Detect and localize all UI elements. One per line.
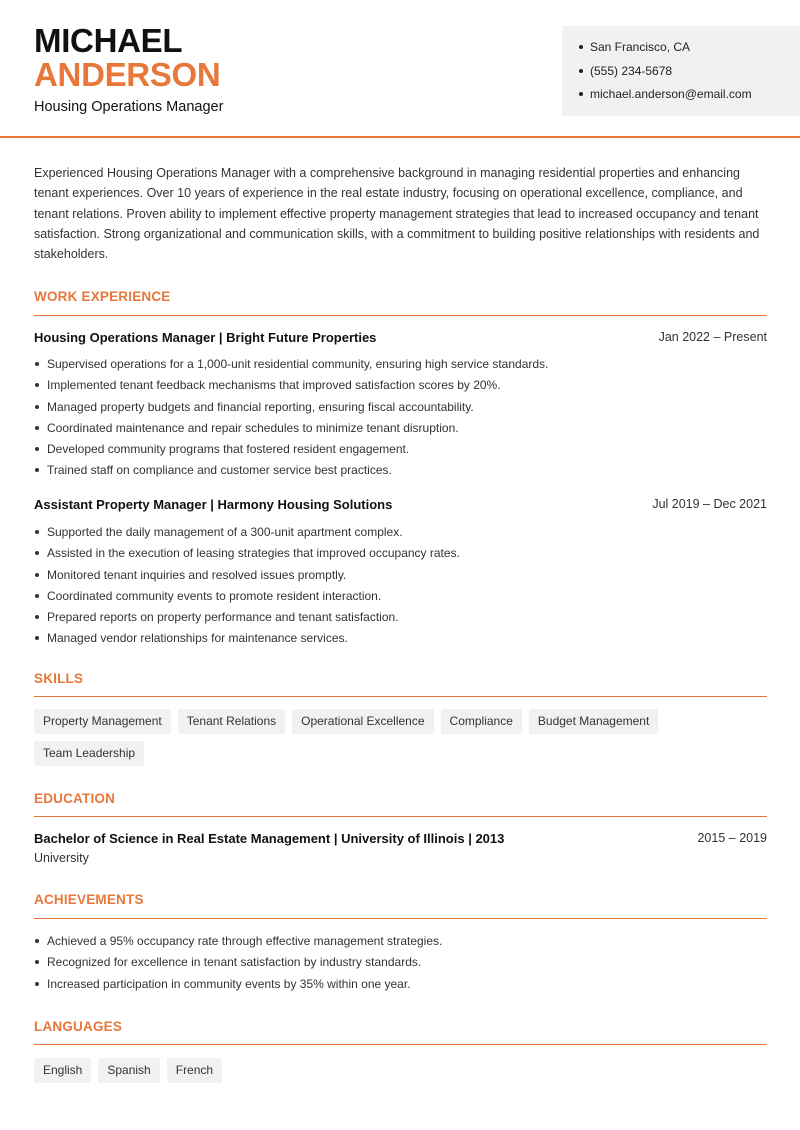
section-divider <box>34 816 767 817</box>
list-item: Increased participation in community events by 35% within one year. <box>34 976 767 997</box>
job-role: Housing Operations Manager | Bright Future Properties <box>34 330 377 345</box>
job-dates: Jan 2022 – Present <box>658 330 767 344</box>
section-divider <box>34 918 767 919</box>
section-divider <box>34 315 767 316</box>
skill-tag: Operational Excellence <box>292 709 433 734</box>
education-dates: 2015 – 2019 <box>697 831 767 845</box>
work-experience-heading: WORK EXPERIENCE <box>34 289 171 304</box>
first-name: MICHAEL <box>34 22 183 59</box>
list-item: Developed community programs that fostered resident engagement. <box>34 441 767 462</box>
list-item: Recognized for excellence in tenant satisfaction by industry standards. <box>34 954 767 975</box>
list-item: Achieved a 95% occupancy rate through effective management strategies. <box>34 933 767 954</box>
job-bullets <box>34 356 767 484</box>
job-bullets <box>34 524 767 652</box>
education-header <box>34 831 767 849</box>
contact-box <box>562 26 800 116</box>
list-item: Coordinated community events to promote resident interaction. <box>34 588 767 609</box>
job-dates: Jul 2019 – Dec 2021 <box>652 497 767 511</box>
list-item: Managed property budgets and financial reporting, ensuring fiscal accountability. <box>34 399 767 420</box>
contact-email: michael.anderson@email.com <box>562 85 800 109</box>
list-item: Managed vendor relationships for maintenance services. <box>34 630 767 651</box>
language-tag: English <box>34 1058 91 1083</box>
list-item: Supported the daily management of a 300-unit apartment complex. <box>34 524 767 545</box>
language-tag: French <box>167 1058 222 1083</box>
school-name: University <box>34 851 89 865</box>
section-divider <box>34 1044 767 1045</box>
skills-heading: SKILLS <box>34 671 84 686</box>
skills-list <box>34 709 767 766</box>
list-item: Assisted in the execution of leasing strategies that improved occupancy rates. <box>34 545 767 566</box>
skill-tag: Team Leadership <box>34 741 144 766</box>
skill-tag: Compliance <box>441 709 522 734</box>
list-item: Coordinated maintenance and repair schedules to minimize tenant disruption. <box>34 420 767 441</box>
job-header <box>34 497 767 515</box>
job-header <box>34 330 767 348</box>
education-heading: EDUCATION <box>34 791 116 806</box>
list-item: Monitored tenant inquiries and resolved issues promptly. <box>34 567 767 588</box>
achievements-heading: ACHIEVEMENTS <box>34 892 144 907</box>
contact-location: San Francisco, CA <box>562 38 800 62</box>
section-divider <box>34 696 767 697</box>
last-name: ANDERSON <box>34 56 221 93</box>
job-title: Housing Operations Manager <box>34 99 224 115</box>
job-role: Assistant Property Manager | Harmony Housing Solutions <box>34 497 393 512</box>
list-item: Supervised operations for a 1,000-unit residential community, ensuring high service standards. <box>34 356 767 377</box>
skill-tag: Budget Management <box>529 709 658 734</box>
list-item: Prepared reports on property performance and tenant satisfaction. <box>34 609 767 630</box>
contact-phone: (555) 234-5678 <box>562 62 800 86</box>
language-tag: Spanish <box>98 1058 159 1083</box>
degree: Bachelor of Science in Real Estate Management | University of Illinois | 2013 <box>34 831 505 846</box>
languages-heading: LANGUAGES <box>34 1019 123 1034</box>
summary-text: Experienced Housing Operations Manager with a comprehensive background in managing residential properties and enhancing tenant experiences. Over 10 years of experience in the real estate industry, focusing on operational excellence, compliance, and tenant relations. Proven ability to implement effective property management strategies that lead to increased occupancy and tenant satisfaction. Strong organizational and communication skills, with a commitment to building positive relationships with residents and stakeholders. <box>34 166 760 262</box>
achievements-list <box>34 933 767 997</box>
list-item: Implemented tenant feedback mechanisms that improved satisfaction scores by 20%. <box>34 377 767 398</box>
skill-tag: Property Management <box>34 709 171 734</box>
list-item: Trained staff on compliance and customer service best practices. <box>34 462 767 483</box>
skill-tag: Tenant Relations <box>178 709 285 734</box>
languages-list <box>34 1058 767 1083</box>
resume-header <box>0 0 800 138</box>
